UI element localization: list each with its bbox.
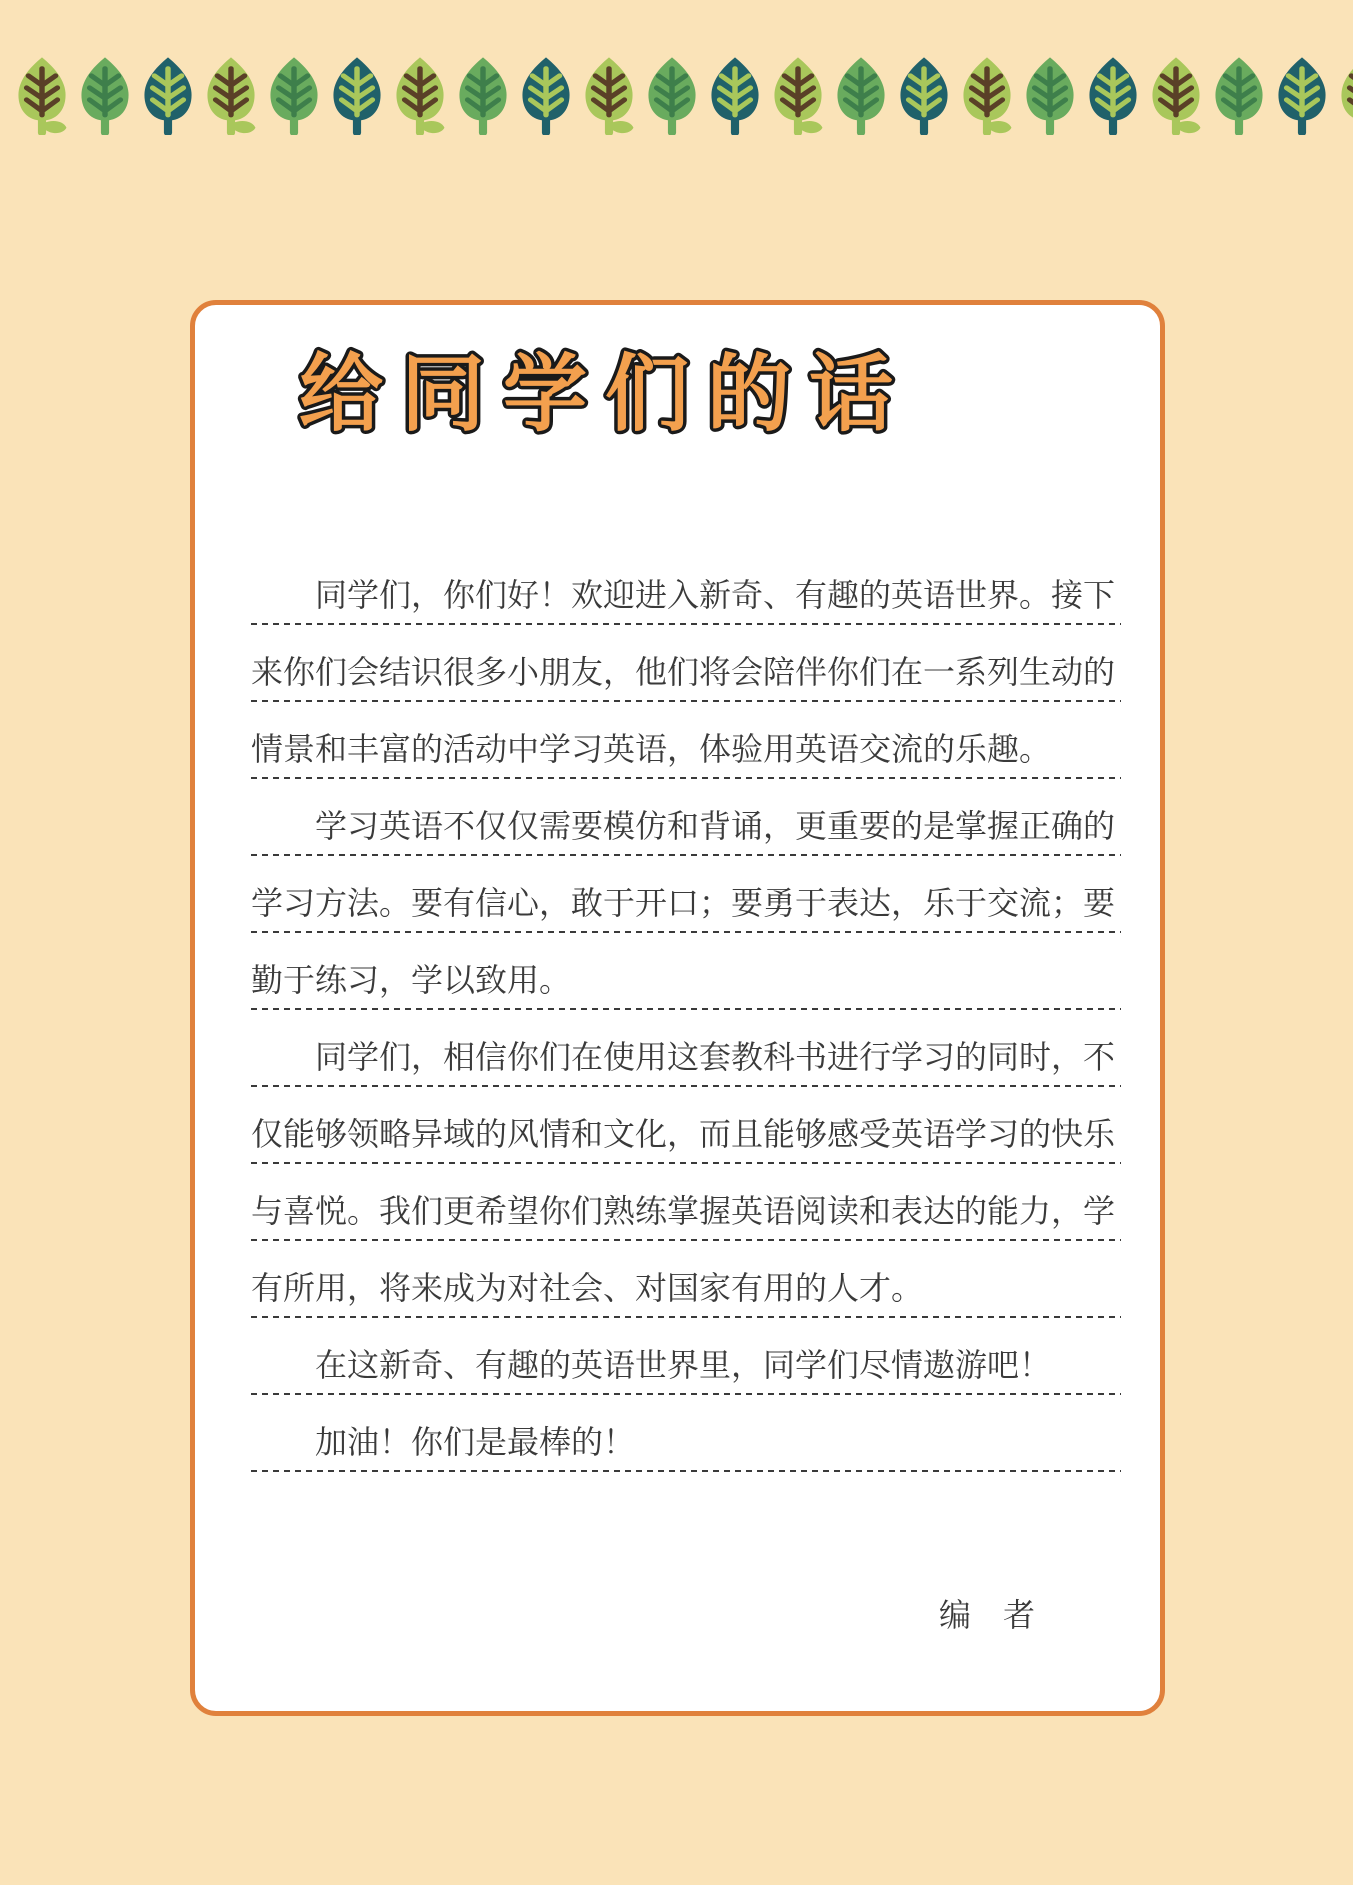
letter-line-text: 同学们，相信你们在使用这套教科书进行学习的同时，不 [315,1039,1116,1075]
letter-line [251,1318,1121,1395]
letter-card [190,300,1165,1716]
letter-line [251,702,1121,779]
letter-line-text: 加油！你们是最棒的！ [315,1424,636,1460]
green-leaf-icon [1210,55,1268,135]
green-leaf-icon [265,55,323,135]
light-green-leaf-icon [13,55,71,135]
letter-line-text: 勤于练习，学以致用。 [251,962,572,998]
letter-line [251,625,1121,702]
letter-line [251,779,1121,856]
green-leaf-icon [832,55,890,135]
teal-leaf-icon [1273,55,1331,135]
letter-line-text: 与喜悦。我们更希望你们熟练掌握英语阅读和表达的能力，学 [251,1193,1116,1229]
green-leaf-icon [1021,55,1079,135]
light-green-leaf-icon [958,55,1016,135]
letter-line [251,1010,1121,1087]
letter-line-text: 在这新奇、有趣的英语世界里，同学们尽情遨游吧！ [315,1347,1052,1383]
page-title [295,333,935,445]
letter-body [251,548,1121,1472]
letter-line-text: 同学们，你们好！欢迎进入新奇、有趣的英语世界。接下 [315,577,1116,613]
letter-line-text: 学习方法。要有信心，敢于开口；要勇于表达，乐于交流；要 [251,885,1116,921]
page-title-text: 给同学们的话 [299,347,912,441]
letter-line [251,548,1121,625]
letter-line-text: 学习英语不仅仅需要模仿和背诵，更重要的是掌握正确的 [315,808,1116,844]
letter-line [251,1164,1121,1241]
light-green-leaf-icon [1336,55,1353,135]
letter-line [251,1087,1121,1164]
letter-line-text: 有所用，将来成为对社会、对国家有用的人才。 [251,1270,924,1306]
letter-line [251,933,1121,1010]
leaf-border [0,0,1353,225]
light-green-leaf-icon [1147,55,1205,135]
editor-signature: 编 者 [938,1597,1035,1633]
letter-line-text: 来你们会结识很多小朋友，他们将会陪伴你们在一系列生动的 [251,654,1116,690]
teal-leaf-icon [895,55,953,135]
green-leaf-icon [454,55,512,135]
teal-leaf-icon [706,55,764,135]
light-green-leaf-icon [769,55,827,135]
teal-leaf-icon [1084,55,1142,135]
light-green-leaf-icon [202,55,260,135]
light-green-leaf-icon [580,55,638,135]
green-leaf-icon [643,55,701,135]
teal-leaf-icon [139,55,197,135]
letter-line [251,1241,1121,1318]
teal-leaf-icon [517,55,575,135]
letter-line-text: 仅能够领略异域的风情和文化，而且能够感受英语学习的快乐 [251,1116,1116,1152]
ruled-line [251,1470,1121,1472]
teal-leaf-icon [328,55,386,135]
letter-line-text: 情景和丰富的活动中学习英语，体验用英语交流的乐趣。 [251,731,1052,767]
letter-line [251,856,1121,933]
letter-line [251,1395,1121,1472]
light-green-leaf-icon [391,55,449,135]
green-leaf-icon [76,55,134,135]
